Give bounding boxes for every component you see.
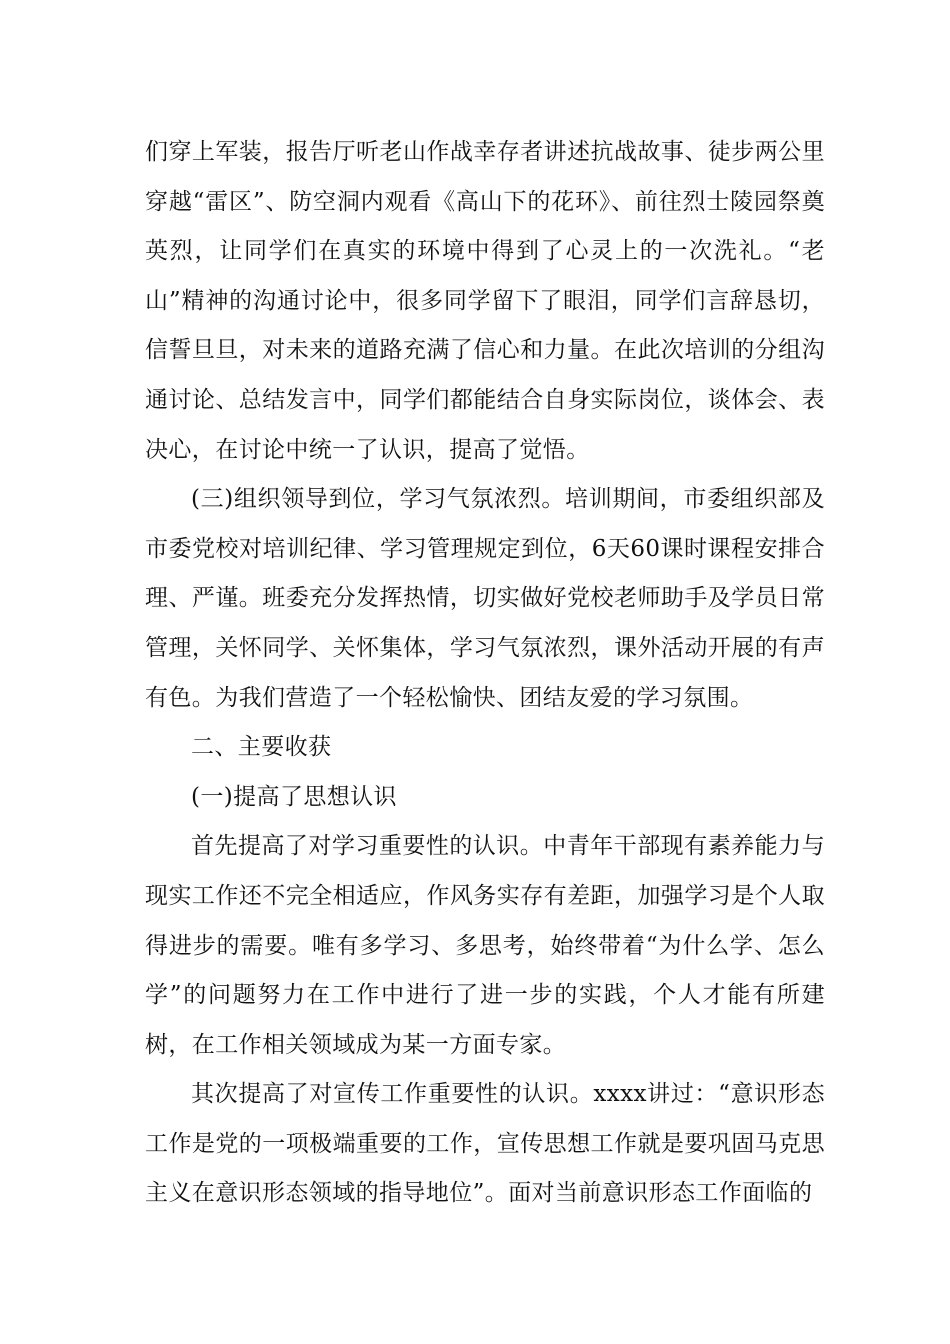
paragraph-continuation: 们穿上军装，报告厅听老山作战幸存者讲述抗战故事、徒步两公里穿越“雷区”、防空洞内观看《高山下的花环》、前往烈士陵园祭奠英烈，让同学们在真实的环境中得到了心灵上的一次洗礼。“老山”精神的沟通讨论中，很多同学留下了眼泪，同学们言辞恳切，信誓旦旦，对未来的道路充满了信心和力量。在此次培训的分组沟通讨论、总结发言中，同学们都能结合自身实际岗位，谈体会、表决心，在讨论中统一了认识，提高了觉悟。 (145, 139, 825, 463)
document-body (145, 128, 825, 1219)
section-heading: 二、主要收获 (191, 734, 332, 761)
paragraph-propaganda: 其次提高了对宣传工作重要性的认识。xxxx讲过：“意识形态工作是党的一项极端重要的工作，宣传思想工作就是要巩固马克思主义在意识形态领域的指导地位”。面对当前意识形态工作面临的 (145, 1081, 825, 1207)
paragraph-organization: (三)组织领导到位，学习气氛浓烈。培训期间，市委组织部及市委党校对培训纪律、学习管理规定到位，6天60课时课程安排合理、严谨。班委充分发挥热情，切实做好党校老师助手及学员日常管理，关怀同学、关怀集体，学习气氛浓烈，课外活动开展的有声有色。为我们营造了一个轻松愉快、团结友爱的学习氛围。 (145, 486, 825, 711)
subsection-heading: (一)提高了思想认识 (191, 783, 397, 810)
paragraph-learning: 首先提高了对学习重要性的认识。中青年干部现有素养能力与现实工作还不完全相适应，作风务实存有差距，加强学习是个人取得进步的需要。唯有多学习、多思考，始终带着“为什么学、怎么学”的问题努力在工作中进行了进一步的实践，个人才能有所建树，在工作相关领域成为某一方面专家。 (145, 833, 825, 1058)
